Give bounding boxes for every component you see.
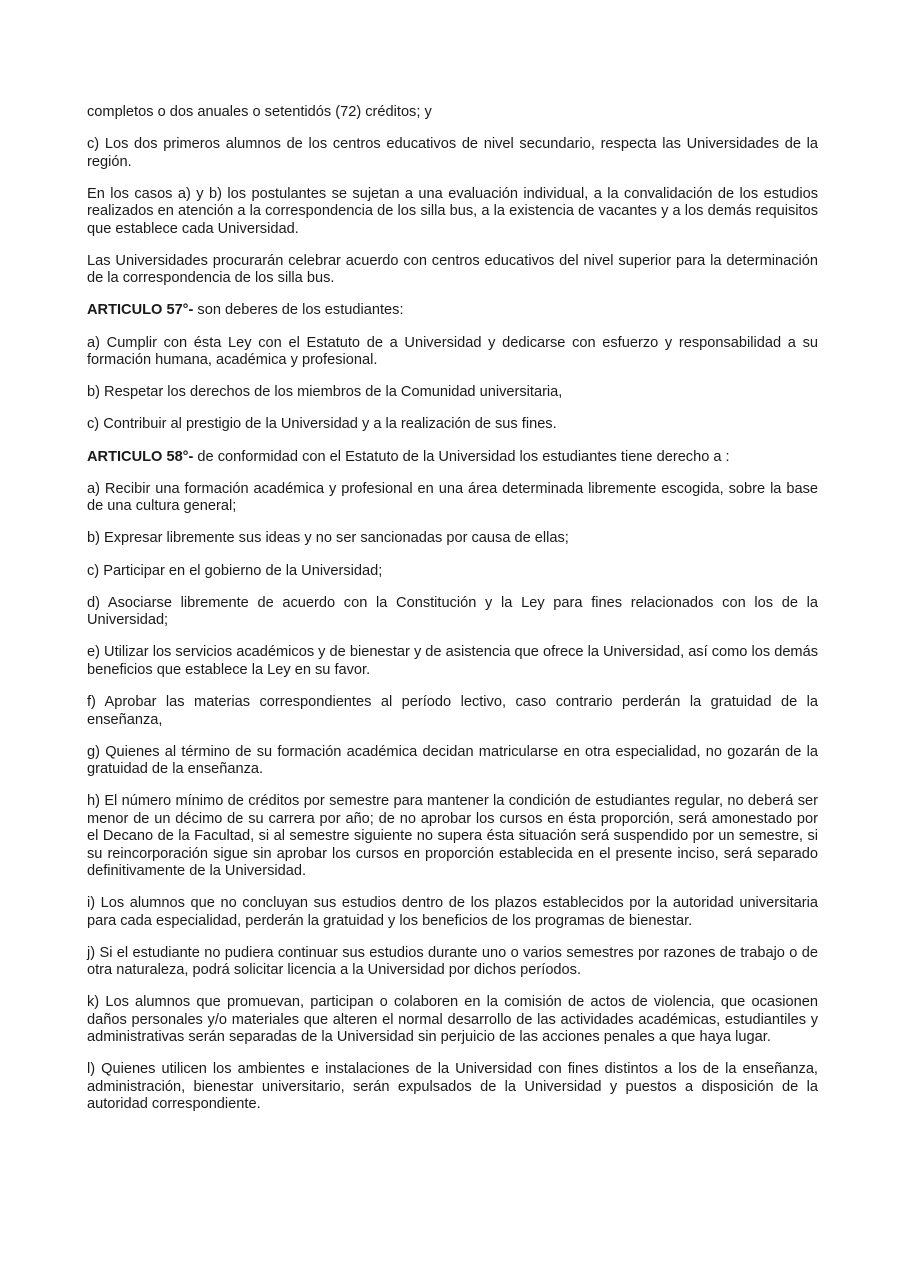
right-item-k: k) Los alumnos que promuevan, participan o colaboren en la comisión de actos de violencia, que ocasionen daños personales y/o materiales que alteren el normal desarrollo de las actividades académicas, estudiantiles y administrativas serán separadas de la Universidad sin perjuicio de las acciones penales a que haya lugar.	[87, 994, 818, 1046]
right-item-g: g) Quienes al término de su formación académica decidan matricularse en otra especialidad, no gozarán de la gratuidad de la enseñanza.	[87, 743, 818, 778]
right-item-f: f) Aprobar las materias correspondientes al período lectivo, caso contrario perderán la gratuidad de la enseñanza,	[87, 694, 818, 728]
duty-item-b: b) Respetar los derechos de los miembros de la Comunidad universitaria,	[87, 384, 563, 401]
right-item-h: h) El número mínimo de créditos por semestre para mantener la condición de estudiantes regular, no deberá ser menor de un décimo de su carrera por año; de no aprobar los cursos en ésta proporción, será amonestado por el Decano de la Facultad, si al semestre siguiente no supera ésta situación será suspendido por un semestre, si su reincorporación sigue sin aprobar los cursos en proporción establecida en el presente inciso, será separado definitivamente de la Universidad.	[87, 793, 818, 879]
right-item-b: b) Expresar libremente sus ideas y no ser sancionadas por causa de ellas;	[87, 530, 569, 547]
article-58-heading	[87, 449, 818, 466]
right-item-e: e) Utilizar los servicios académicos y de bienestar y de asistencia que ofrece la Universidad, así como los demás beneficios que establece la Ley en su favor.	[87, 644, 818, 678]
right-item-i: i) Los alumnos que no concluyan sus estudios dentro de los plazos establecidos por la autoridad universitaria para cada especialidad, perderán la gratuidad y los beneficios de los programas de bienestar.	[87, 895, 818, 929]
right-item-d: d) Asociarse libremente de acuerdo con la Constitución y la Ley para fines relacionados con los de la Universidad;	[87, 594, 818, 629]
duty-item-a: a) Cumplir con ésta Ley con el Estatuto de a Universidad y dedicarse con esfuerzo y responsabilidad a su formación humana, académica y profesional.	[87, 334, 818, 369]
paragraph-agreements: Las Universidades procurarán celebrar acuerdo con centros educativos del nivel superior para la determinación de la correspondencia de los silla bus.	[87, 252, 818, 287]
article-57-text: son deberes de los estudiantes:	[193, 302, 404, 319]
paragraph-evaluation-cases: En los casos a) y b) los postulantes se sujetan a una evaluación individual, a la convalidación de los estudios realizados en atención a la correspondencia de los silla bus, a la existencia de vacantes y a los demás requisitos que establece cada Universidad.	[87, 185, 818, 237]
document-body	[87, 104, 818, 1128]
right-item-l: l) Quienes utilicen los ambientes e instalaciones de la Universidad con fines distintos a los de la enseñanza, administración, bienestar universitario, serán expulsados de la Universidad y puestos a disposición de la autoridad correspondiente.	[87, 1061, 818, 1113]
right-item-j: j) Si el estudiante no pudiera continuar sus estudios durante uno o varios semestres por razones de trabajo o de otra naturaleza, podrá solicitar licencia a la Universidad por dichos períodos.	[87, 944, 818, 979]
article-57-heading	[87, 302, 818, 319]
right-item-c: c) Participar en el gobierno de la Universidad;	[87, 562, 383, 579]
paragraph-continuation: completos o dos anuales o setentidós (72) créditos; y	[87, 104, 432, 120]
right-item-a: a) Recibir una formación académica y profesional en una área determinada libremente escogida, sobre la base de una cultura general;	[87, 480, 818, 515]
article-58-text: de conformidad con el Estatuto de la Universidad los estudiantes tiene derecho a :	[193, 448, 730, 465]
paragraph-item-c-admission: c) Los dos primeros alumnos de los centros educativos de nivel secundario, respecta las Universidades de la región.	[87, 136, 818, 170]
article-58-label: ARTICULO 58°-	[87, 448, 194, 465]
duty-item-c: c) Contribuir al prestigio de la Universidad y a la realización de sus fines.	[87, 416, 557, 433]
article-57-label: ARTICULO 57°-	[87, 302, 194, 319]
